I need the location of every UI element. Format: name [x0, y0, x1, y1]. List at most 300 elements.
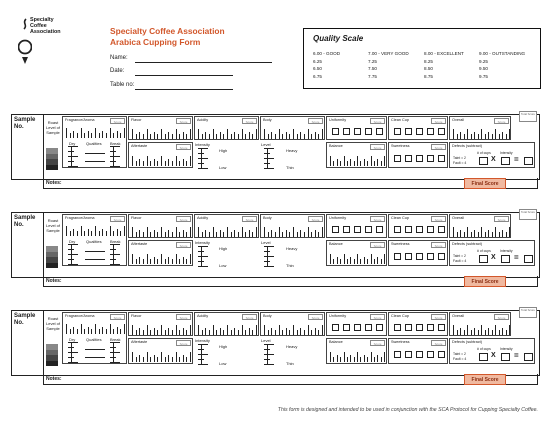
clean-cup-box[interactable]: [405, 324, 412, 331]
scale-tick: [176, 129, 177, 139]
defect-total-box[interactable]: [524, 157, 533, 165]
sweetness-box[interactable]: [416, 351, 423, 358]
vscale-tick: [110, 357, 116, 358]
scale-tick: [88, 229, 89, 236]
sweetness-box[interactable]: [427, 253, 434, 260]
scale-tick: [168, 230, 169, 237]
clean-cup-box[interactable]: [394, 226, 401, 233]
fragrance-cell-label: Fragrance/Aroma: [65, 216, 95, 220]
vscale-tick: [198, 246, 208, 247]
scale-tick: [242, 129, 243, 139]
vscale-tick: [264, 251, 270, 252]
break-label: Break: [110, 141, 121, 146]
clean-cup-box[interactable]: [394, 128, 401, 135]
uniformity-cup-box[interactable]: [376, 128, 383, 135]
aftertaste-scale[interactable]: [132, 154, 190, 166]
roast-level-box[interactable]: [46, 361, 58, 367]
overall-cell-score[interactable]: Score: [494, 118, 509, 124]
acidity-cell-score[interactable]: Score: [242, 216, 257, 222]
scale-tick: [84, 329, 85, 334]
scale-tick: [252, 330, 253, 335]
scale-tick: [234, 132, 235, 139]
sweetness-cell-score[interactable]: Score: [431, 144, 446, 150]
scale-tick: [183, 230, 184, 237]
sweetness-box[interactable]: [394, 253, 401, 260]
scale-tick: [190, 227, 191, 237]
clean-cup-cell-score[interactable]: Score: [431, 216, 446, 222]
sweetness-box[interactable]: [438, 253, 445, 260]
scale-tick: [66, 324, 67, 334]
acidity-cell-score[interactable]: Score: [242, 118, 257, 124]
body-scale[interactable]: [264, 323, 322, 335]
clean-cup-box[interactable]: [438, 324, 445, 331]
fragrance-scale[interactable]: [66, 224, 124, 236]
clean-cup-box[interactable]: [416, 324, 423, 331]
scale-tick: [264, 227, 265, 237]
sample-divider: [43, 212, 44, 276]
roast-level-box[interactable]: [46, 263, 58, 269]
final-score-box[interactable]: Final Score: [464, 276, 506, 287]
uniformity-cup-box[interactable]: [332, 226, 339, 233]
sweetness-box[interactable]: [405, 253, 412, 260]
body-level-scale[interactable]: [267, 246, 278, 266]
scale-tick: [264, 129, 265, 139]
sweetness-box[interactable]: [427, 351, 434, 358]
aftertaste-scale[interactable]: [132, 350, 190, 362]
clean-cup-cell-score[interactable]: Score: [431, 118, 446, 124]
quality-scale-value: 6.00 - GOOD: [313, 51, 341, 56]
quality-scale-box: [303, 28, 541, 89]
scale-tick: [168, 257, 169, 264]
scale-tick: [474, 230, 475, 237]
scale-tick: [318, 232, 319, 237]
sweetness-box[interactable]: [438, 155, 445, 162]
scale-tick: [147, 325, 148, 335]
scale-tick: [77, 133, 78, 138]
sweetness-box[interactable]: [405, 351, 412, 358]
scale-tick: [143, 232, 144, 237]
scale-tick: [139, 230, 140, 237]
body-cell-score[interactable]: Score: [308, 314, 323, 320]
scale-tick: [66, 226, 67, 236]
scale-tick: [190, 325, 191, 335]
scale-tick: [139, 328, 140, 335]
scale-tick: [161, 325, 162, 335]
vscale-tick: [110, 249, 116, 250]
sweetness-cell-score[interactable]: Score: [431, 242, 446, 248]
fault-label: Fault = 4: [453, 161, 467, 165]
defect-intensity-box[interactable]: [501, 255, 510, 263]
scale-tick: [271, 328, 272, 335]
scale-tick: [73, 131, 74, 138]
uniformity-cup-box[interactable]: [354, 226, 361, 233]
scale-tick: [161, 129, 162, 139]
uniformity-cell-score[interactable]: Score: [370, 216, 385, 222]
break-scale[interactable]: [113, 244, 124, 264]
dry-scale[interactable]: [71, 146, 82, 166]
scale-tick: [367, 259, 368, 264]
flavor-cell-score[interactable]: Score: [176, 118, 191, 124]
body-cell-score[interactable]: Score: [308, 216, 323, 222]
scale-tick: [330, 254, 331, 264]
scale-tick: [220, 230, 221, 237]
qualities-line[interactable]: [85, 251, 105, 252]
overall-cell-label: Overall: [452, 118, 465, 122]
overall-scale[interactable]: [453, 323, 509, 335]
scale-tick: [186, 259, 187, 264]
aftertaste-cell-score[interactable]: Score: [176, 144, 191, 150]
overall-scale[interactable]: [453, 225, 509, 237]
body-level-scale[interactable]: [267, 344, 278, 364]
total-score-box[interactable]: [519, 111, 537, 122]
scale-tick: [209, 330, 210, 335]
uniformity-cup-box[interactable]: [365, 128, 372, 135]
sweetness-box[interactable]: [405, 155, 412, 162]
scale-tick: [337, 159, 338, 166]
clean-cup-box[interactable]: [427, 128, 434, 135]
balance-cell-score[interactable]: Score: [370, 144, 385, 150]
total-score-label: Total Score: [521, 210, 535, 214]
break-scale[interactable]: [113, 342, 124, 362]
clean-cup-box[interactable]: [405, 226, 412, 233]
scale-tick: [252, 134, 253, 139]
scale-tick: [234, 328, 235, 335]
total-score-box[interactable]: [519, 209, 537, 220]
defect-cups-box[interactable]: [479, 255, 488, 263]
body-thin-label: Thin: [286, 361, 294, 366]
scale-tick: [297, 134, 298, 139]
defect-total-box[interactable]: [524, 255, 533, 263]
scale-tick: [95, 324, 96, 334]
scale-tick: [289, 232, 290, 237]
acidity-high-label: High: [219, 344, 228, 349]
table-no-field[interactable]: [135, 89, 233, 90]
scale-tick: [157, 259, 158, 264]
sweetness-box[interactable]: [427, 155, 434, 162]
scale-tick: [91, 329, 92, 334]
uniformity-cup-box[interactable]: [332, 128, 339, 135]
fragrance-scale[interactable]: [66, 126, 124, 138]
uniformity-cup-box[interactable]: [354, 324, 361, 331]
vscale-tick: [264, 349, 270, 350]
scale-tick: [471, 232, 472, 237]
clean-cup-box[interactable]: [394, 324, 401, 331]
scale-tick: [202, 232, 203, 237]
sample-divider: [43, 114, 44, 178]
defect-cups-box[interactable]: [479, 353, 488, 361]
body-cell-label: Body: [263, 216, 272, 220]
overall-scale[interactable]: [453, 127, 509, 139]
scale-tick: [88, 131, 89, 138]
aftertaste-scale[interactable]: [132, 252, 190, 264]
vscale-tick: [68, 254, 78, 255]
uniformity-cup-box[interactable]: [343, 226, 350, 233]
uniformity-cell-label: Uniformity: [329, 118, 347, 122]
scale-tick: [300, 132, 301, 139]
qualities-line[interactable]: [85, 259, 105, 260]
scale-tick: [286, 328, 287, 335]
scale-tick: [154, 159, 155, 166]
vscale-tick: [264, 148, 274, 149]
scale-tick: [99, 133, 100, 138]
notes-label: Notes:: [46, 376, 62, 382]
uniformity-cup-box[interactable]: [332, 324, 339, 331]
final-score-box[interactable]: Final Score: [464, 374, 506, 385]
scale-tick: [330, 352, 331, 362]
fragrance-cell-score[interactable]: Score: [110, 216, 125, 222]
total-score-label: Total Score: [521, 308, 535, 312]
clean-cup-cell: [388, 214, 448, 238]
scale-tick: [110, 324, 111, 334]
scale-tick: [179, 134, 180, 139]
body-cell: [260, 116, 325, 140]
scale-tick: [179, 161, 180, 166]
scale-tick: [99, 231, 100, 236]
vscale-tick: [264, 266, 274, 267]
scale-tick: [179, 232, 180, 237]
scale-tick: [377, 355, 378, 362]
scale-tick: [256, 325, 257, 335]
scale-tick: [354, 357, 355, 362]
sweetness-box[interactable]: [416, 155, 423, 162]
final-score-box[interactable]: Final Score: [464, 178, 506, 189]
clean-cup-box[interactable]: [416, 226, 423, 233]
clean-cup-cell-score[interactable]: Score: [431, 314, 446, 320]
scale-tick: [190, 156, 191, 166]
scale-tick: [117, 131, 118, 138]
uniformity-cup-box[interactable]: [343, 128, 350, 135]
balance-cell-score[interactable]: Score: [370, 242, 385, 248]
dry-scale[interactable]: [71, 342, 82, 362]
scale-tick: [70, 231, 71, 236]
scale-tick: [106, 133, 107, 138]
roast-swatch[interactable]: [46, 246, 58, 268]
uniformity-cell-score[interactable]: Score: [370, 118, 385, 124]
clean-cup-box[interactable]: [405, 128, 412, 135]
scale-tick: [275, 330, 276, 335]
scale-tick: [506, 134, 507, 139]
aftertaste-cell: [128, 338, 193, 364]
scale-tick: [300, 328, 301, 335]
defect-cups-box[interactable]: [479, 157, 488, 165]
overall-cell: [449, 116, 511, 140]
scale-tick: [308, 325, 309, 335]
scale-tick: [81, 324, 82, 334]
fragrance-cell-score[interactable]: Score: [110, 314, 125, 320]
scale-tick: [186, 330, 187, 335]
clean-cup-box[interactable]: [427, 324, 434, 331]
uniformity-cup-box[interactable]: [365, 226, 372, 233]
defect-total-box[interactable]: [524, 353, 533, 361]
logo-text-2: Coffee: [30, 23, 47, 29]
acidity-scale[interactable]: [198, 225, 256, 237]
uniformity-cup-box[interactable]: [376, 324, 383, 331]
overall-cell-score[interactable]: Score: [494, 314, 509, 320]
scale-tick: [340, 161, 341, 166]
roast-level-box[interactable]: [46, 165, 58, 171]
vscale-tick: [110, 151, 116, 152]
scale-tick: [132, 254, 133, 264]
dry-scale[interactable]: [71, 244, 82, 264]
scale-tick: [113, 329, 114, 334]
flavor-scale[interactable]: [132, 127, 190, 139]
scale-tick: [202, 330, 203, 335]
vscale-tick: [68, 342, 78, 343]
clean-cup-box[interactable]: [427, 226, 434, 233]
defect-intensity-box[interactable]: [501, 353, 510, 361]
qualities-label: Qualities: [86, 141, 102, 146]
vscale-tick: [198, 158, 208, 159]
scale-tick: [231, 330, 232, 335]
date-field[interactable]: [135, 75, 233, 76]
acidity-intensity-scale[interactable]: [201, 344, 212, 364]
scale-tick: [165, 232, 166, 237]
quality-scale-value: 6.25: [313, 58, 322, 64]
balance-cell-label: Balance: [329, 242, 343, 246]
sample-block: [11, 212, 540, 287]
uniformity-cup-box[interactable]: [343, 324, 350, 331]
roast-swatch[interactable]: [46, 344, 58, 366]
break-scale[interactable]: [113, 146, 124, 166]
vscale-tick: [264, 163, 270, 164]
roast-swatch[interactable]: [46, 148, 58, 170]
uniformity-cell: [326, 312, 387, 336]
vscale-tick: [110, 259, 116, 260]
defect-intensity-box[interactable]: [501, 157, 510, 165]
qualities-line[interactable]: [85, 161, 105, 162]
sweetness-box[interactable]: [416, 253, 423, 260]
quality-scale-value: 8.50: [424, 66, 433, 71]
page-subtitle: Arabica Cupping Form: [110, 37, 201, 47]
overall-cell-score[interactable]: Score: [494, 216, 509, 222]
scale-tick: [481, 325, 482, 335]
acidity-cell-label: Acidity: [197, 314, 209, 318]
scale-tick: [293, 227, 294, 237]
scale-tick: [488, 230, 489, 237]
vscale-tick: [68, 259, 74, 260]
equals-sign: =: [514, 351, 519, 360]
sweetness-cell: [388, 338, 448, 364]
scale-tick: [157, 134, 158, 139]
scale-tick: [238, 232, 239, 237]
uniformity-cup-box[interactable]: [376, 226, 383, 233]
body-cell-score[interactable]: Score: [308, 118, 323, 124]
scale-tick: [136, 357, 137, 362]
body-heavy-label: Heavy: [286, 148, 298, 153]
acidity-intensity-label: Intensity: [195, 338, 210, 343]
qualities-line[interactable]: [85, 357, 105, 358]
scale-tick: [183, 328, 184, 335]
sweetness-cell-score[interactable]: Score: [431, 340, 446, 346]
sweetness-box[interactable]: [394, 351, 401, 358]
aftertaste-cell-score[interactable]: Score: [176, 340, 191, 346]
acidity-intensity-scale[interactable]: [201, 246, 212, 266]
scale-tick: [220, 132, 221, 139]
scale-tick: [304, 134, 305, 139]
vscale-tick: [110, 161, 116, 162]
scale-tick: [102, 327, 103, 334]
scale-tick: [132, 227, 133, 237]
body-heavy-label: Heavy: [286, 246, 298, 251]
acidity-cell-label: Acidity: [197, 118, 209, 122]
scale-tick: [279, 325, 280, 335]
scale-tick: [73, 229, 74, 236]
scale-tick: [252, 232, 253, 237]
scale-tick: [132, 352, 133, 362]
aftertaste-cell-score[interactable]: Score: [176, 242, 191, 248]
balance-scale[interactable]: [330, 154, 384, 166]
clean-cup-box[interactable]: [416, 128, 423, 135]
quality-scale-value: 6.75: [313, 73, 322, 79]
body-level-scale[interactable]: [267, 148, 278, 168]
quality-scale-value: 8.75: [424, 73, 433, 79]
scale-tick: [315, 230, 316, 237]
scale-tick: [474, 132, 475, 139]
flavor-scale[interactable]: [132, 323, 190, 335]
qualities-line[interactable]: [85, 153, 105, 154]
clean-cup-box[interactable]: [438, 226, 445, 233]
flavor-cell-score[interactable]: Score: [176, 216, 191, 222]
sweetness-box[interactable]: [438, 351, 445, 358]
scale-tick: [143, 259, 144, 264]
flavor-cell-label: Flavor: [131, 216, 142, 220]
balance-cell-score[interactable]: Score: [370, 340, 385, 346]
body-scale[interactable]: [264, 127, 322, 139]
scale-tick: [357, 352, 358, 362]
scale-tick: [293, 325, 294, 335]
clean-cup-box[interactable]: [438, 128, 445, 135]
uniformity-cup-box[interactable]: [354, 128, 361, 135]
fragrance-cell-score[interactable]: Score: [110, 118, 125, 124]
balance-scale[interactable]: [330, 252, 384, 264]
acidity-scale[interactable]: [198, 127, 256, 139]
acidity-high-label: High: [219, 246, 228, 251]
vscale-tick: [198, 354, 208, 355]
flavor-cell-score[interactable]: Score: [176, 314, 191, 320]
acidity-intensity-scale[interactable]: [201, 148, 212, 168]
scale-tick: [205, 230, 206, 237]
balance-cell: [326, 142, 387, 168]
qualities-line[interactable]: [85, 349, 105, 350]
fragrance-scale[interactable]: [66, 322, 124, 334]
clean-cup-cell-label: Clean Cup: [391, 118, 409, 122]
vscale-tick: [68, 352, 78, 353]
scale-tick: [271, 230, 272, 237]
uniformity-cell-score[interactable]: Score: [370, 314, 385, 320]
flavor-scale[interactable]: [132, 225, 190, 237]
scale-tick: [179, 330, 180, 335]
scale-tick: [95, 128, 96, 138]
scale-tick: [311, 330, 312, 335]
scale-tick: [245, 232, 246, 237]
sample-block: [11, 114, 540, 189]
sweetness-box[interactable]: [394, 155, 401, 162]
name-field[interactable]: [135, 62, 272, 63]
scale-tick: [300, 230, 301, 237]
flavor-cell: [128, 116, 193, 140]
scale-tick: [360, 161, 361, 166]
scale-tick: [350, 159, 351, 166]
body-scale[interactable]: [264, 225, 322, 237]
taint-label: Taint = 2: [453, 352, 466, 356]
aftertaste-cell: [128, 142, 193, 168]
balance-scale[interactable]: [330, 350, 384, 362]
acidity-cell-score[interactable]: Score: [242, 314, 257, 320]
acidity-scale[interactable]: [198, 323, 256, 335]
uniformity-cup-box[interactable]: [365, 324, 372, 331]
multiply-sign: X: [491, 156, 496, 163]
total-score-box[interactable]: [519, 307, 537, 318]
